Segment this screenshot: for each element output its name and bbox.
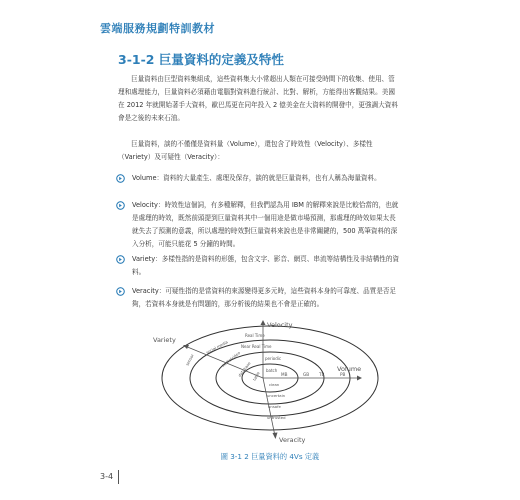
paragraph-intro: 巨量資料由巨型資料集組成，這些資料集大小常超出人類在可接受時間下的收集、使用、管理和處理能力，巨量資料必須藉由電腦對資料進行統計、比對、解析，方能得出客觀結果。美國在 2012 年就開始著手大資料，歐巴馬更在同年投入 2 億美金在大資料的開發中，更強調大資料會是之後的未來石油。 (118, 75, 398, 122)
volume-ring-label: PB (340, 372, 346, 377)
arrow-bullet-icon (116, 174, 125, 183)
arrow-bullet-icon (116, 255, 125, 264)
veracity-arrow-icon (273, 433, 278, 440)
velocity-ring-label: periodic (265, 356, 282, 361)
velocity-ring-label: Near Real Time (241, 344, 272, 349)
veracity-label: Veracity (279, 436, 306, 444)
veracity-ring-label: clean (269, 382, 280, 387)
arrow-bullet-icon (116, 201, 125, 210)
bullet-veracity (132, 285, 402, 311)
bullet-volume (132, 172, 402, 185)
volume-arrow-icon (357, 376, 362, 381)
bullet-velocity-text: Velocity：時效性這個詞，有多種解釋，但我們認為用 IBM 的解釋來說是比較恰當的，也就是處理的時效，既然前頭提到巨量資料其中一個用途是做市場預測，那處理的時效如果太長就失去了預測的意義，所以處理的時效對巨量資料來說也是非常關鍵的，500 萬筆資料的深入分析，可能只能花 5 分鐘的時間。 (132, 201, 399, 248)
volume-label: Volume (337, 365, 362, 373)
bullet-volume-text: Volume：資料的大量產生、處理及保存，談的就是巨量資料，也有人稱為海量資料。 (132, 174, 381, 182)
bullet-velocity (132, 199, 402, 251)
velocity-arrow-icon (261, 320, 266, 325)
velocity-label: Velocity (267, 321, 293, 329)
arrow-bullet-icon (116, 287, 125, 296)
variety-label: Variety (153, 336, 176, 344)
veracity-ring-label: unsafe (268, 404, 281, 409)
paragraph-4v-intro: 巨量資料，談的不僅僅是資料量（Volume），還包含了時效性（Velocity）、多樣性（Variety）及可疑性（Veracity）： (118, 140, 373, 161)
velocity-ring-label: batch (266, 368, 278, 373)
volume-ring-label: TB (319, 372, 325, 377)
bullet-veracity-text: Veracity：可疑性指的是當資料的來源變得更多元時，這些資料本身的可靠度、品質是否足夠，若資料本身就是有問題的，那分析後的結果也不會是正確的。 (132, 287, 397, 308)
figure-caption: 圖 3-1 2 巨量資料的 4Vs 定義 (220, 452, 320, 461)
bullet-variety-text: Variety：多樣性指的是資料的形態，包含文字、影音、網頁、串流等結構性及非結構性的資料。 (132, 255, 400, 276)
velocity-ring-label: Real Time (245, 333, 265, 338)
page-number: 3-4 (100, 472, 114, 481)
variety-ring-label: database (236, 360, 252, 378)
variety-ring-label: audio/video (220, 350, 242, 368)
volume-ring-label: MB (281, 372, 288, 377)
variety-ring-label: sensor (184, 353, 195, 367)
section-title: 3-1-2 巨量資料的定義及特性 (118, 52, 284, 67)
veracity-ring-label: untrusted (267, 415, 286, 420)
volume-ring-label: GB (303, 372, 310, 377)
variety-ring-label: social media (205, 339, 229, 355)
variety-ring-label: table (251, 370, 261, 382)
4vs-diagram (145, 318, 390, 448)
running-header: 雲端服務規劃特訓教材 (100, 22, 215, 35)
page-number-divider (118, 470, 119, 484)
bullet-variety (132, 253, 402, 279)
veracity-ring-label: uncertain (267, 393, 286, 398)
